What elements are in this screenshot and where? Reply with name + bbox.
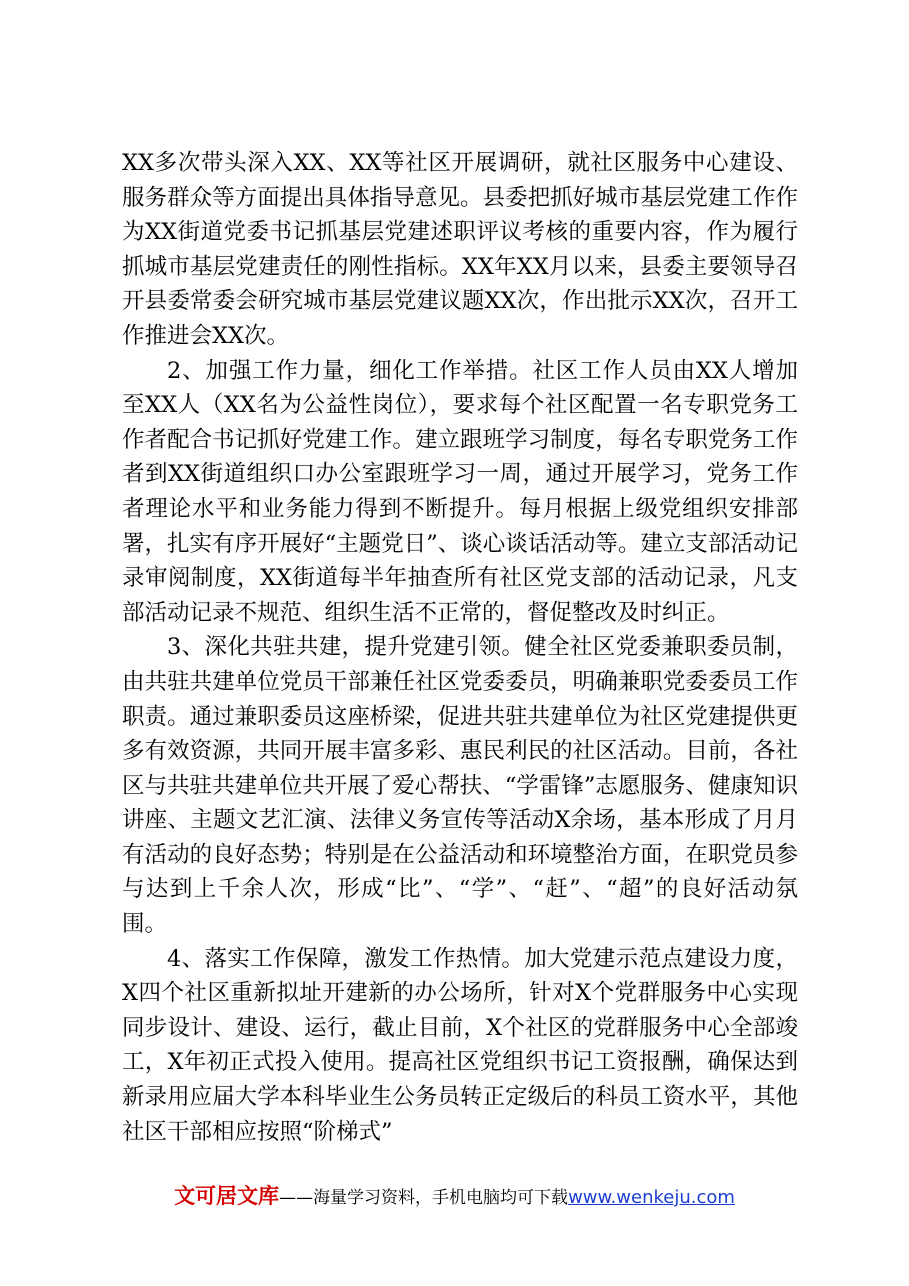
document-body [122,146,798,1149]
paragraph-continuation: XX多次带头深入XX、XX等社区开展调研，就社区服务中心建设、服务群众等方面提出具体指导意见。县委把抓好城市基层党建工作作为XX街道党委书记抓基层党建述职评议考核的重要内容，作为履行抓城市基层党建责任的刚性指标。XX年XX月以来，县委主要领导召开县委常委会研究城市基层党建议题XX次，作出批示XX次，召开工作推进会XX次。 [122,150,798,349]
footer-website-link[interactable]: www.wenkeju.com [568,1187,735,1208]
paragraph-work-guarantee: 4、落实工作保障，激发工作热情。加大党建示范点建设力度，X四个社区重新拟址开建新的办公场所，针对X个党群服务中心实现同步设计、建设、运行，截止目前，X个社区的党群服务中心全部竣工，X年初正式投入使用。提高社区党组织书记工资报酬，确保达到新录用应届大学本科毕业生公务员转正定级后的科员工资水平，其他社区干部相应按照“阶梯式” [122,945,798,1145]
paragraph-co-building: 3、深化共驻共建，提升党建引领。健全社区党委兼职委员制，由共驻共建单位党员干部兼任社区党委委员，明确兼职党委委员工作职责。通过兼职委员这座桥梁，促进共驻共建单位为社区党建提供更多有效资源，共同开展丰富多彩、惠民利民的社区活动。目前，各社区与共驻共建单位共开展了爱心帮扶、“学雷锋”志愿服务、健康知识讲座、主题文艺汇演、法律义务宣传等活动X余场，基本形成了月月有活动的良好态势；特别是在公益活动和环境整治方面，在职党员参与达到上千余人次，形成“比”、“学”、“赶”、“超”的良好活动氛围。 [122,634,798,938]
footer-tagline: ——海量学习资料，手机电脑均可下载 [279,1188,569,1208]
footer-brand: 文可居文库 [174,1184,280,1208]
paragraph-work-force: 2、加强工作力量，细化工作举措。社区工作人员由XX人增加至XX人（XX名为公益性岗位），要求每个社区配置一名专职党务工作者配合书记抓好党建工作。建立跟班学习制度，每名专职党务工作者到XX街道组织口办公室跟班学习一周，通过开展学习，党务工作者理论水平和业务能力得到不断提升。每月根据上级党组织安排部署，扎实有序开展好“主题党日”、谈心谈话活动等。建立支部活动记录审阅制度，XX街道每半年抽查所有社区党支部的活动记录，凡支部活动记录不规范、组织生活不正常的，督促整改及时纠正。 [122,357,798,626]
footer-banner [0,1180,909,1210]
